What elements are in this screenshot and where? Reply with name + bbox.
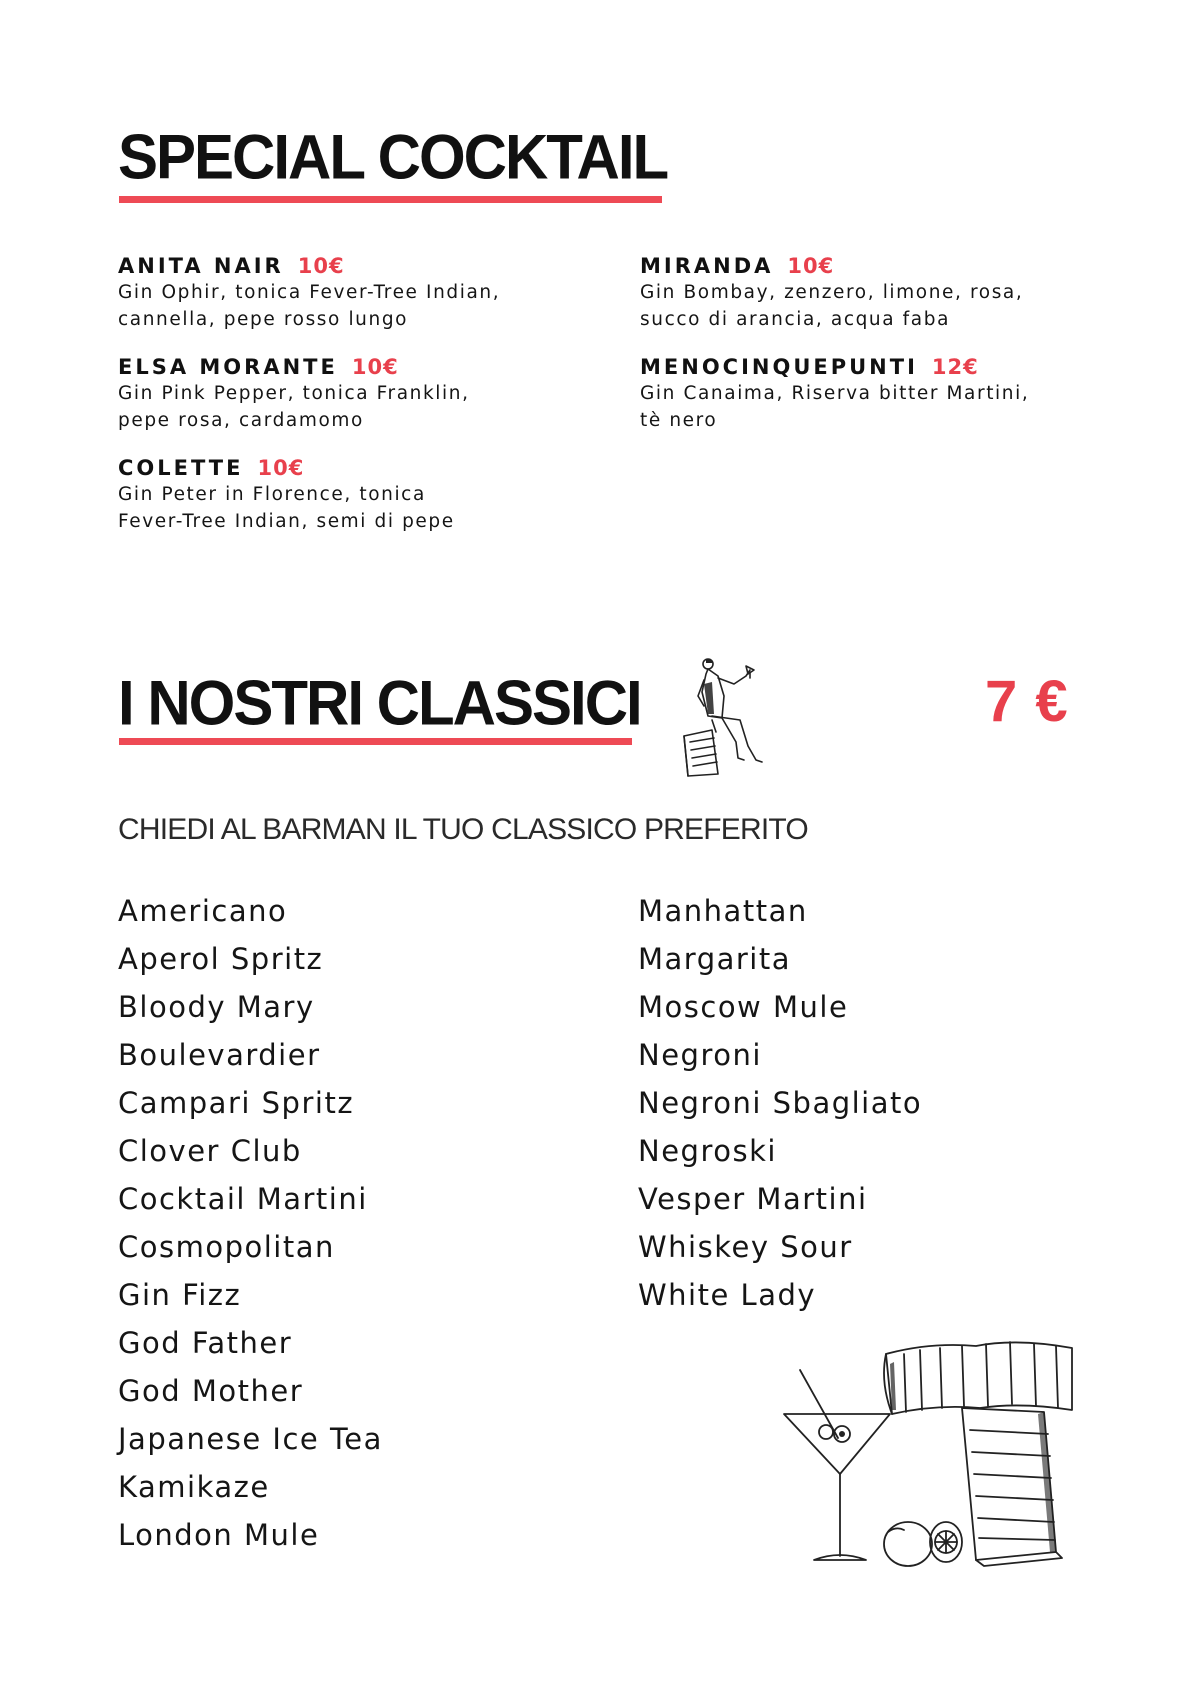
cocktail-desc-line: pepe rosa, cardamomo <box>118 410 364 431</box>
list-item: Negroni <box>638 1038 762 1072</box>
cocktail-name: MENOCINQUEPUNTI <box>640 355 918 379</box>
cocktail-item-menocinquepunti <box>640 357 1110 434</box>
cocktail-price: 10€ <box>257 456 305 480</box>
cocktail-desc-line: Gin Canaima, Riserva bitter Martini, <box>640 383 1030 404</box>
list-item: Negroski <box>638 1134 777 1168</box>
list-item: God Mother <box>118 1374 304 1408</box>
list-item: Margarita <box>638 942 792 976</box>
list-item: Americano <box>118 894 288 928</box>
classics-title: I NOSTRI CLASSICI <box>118 667 641 739</box>
martini-glass-books-illustration <box>780 1334 1080 1570</box>
list-item: Negroni Sbagliato <box>638 1086 923 1120</box>
cocktail-item-colette <box>118 458 588 535</box>
cocktail-desc-line: Gin Pink Pepper, tonica Franklin, <box>118 383 470 404</box>
classics-price: 7 € <box>985 669 1069 734</box>
special-column-left <box>118 256 588 535</box>
cocktail-name: ANITA NAIR <box>118 254 284 278</box>
list-item: London Mule <box>118 1518 320 1552</box>
cocktail-item-anita-nair <box>118 256 588 357</box>
list-item: Cosmopolitan <box>118 1230 335 1264</box>
list-item: Campari Spritz <box>118 1086 355 1120</box>
cocktail-price: 10€ <box>297 254 345 278</box>
cocktail-price: 10€ <box>351 355 399 379</box>
barman-on-book-illustration <box>682 656 790 776</box>
classics-title-underline <box>119 738 632 745</box>
cocktail-desc-line: succo di arancia, acqua faba <box>640 309 951 330</box>
list-item: Manhattan <box>638 894 808 928</box>
list-item: Kamikaze <box>118 1470 270 1504</box>
list-item: Vesper Martini <box>638 1182 868 1216</box>
cocktail-price: 10€ <box>787 254 835 278</box>
cocktail-name: COLETTE <box>118 456 244 480</box>
cocktail-name: MIRANDA <box>640 254 774 278</box>
list-item: Boulevardier <box>118 1038 321 1072</box>
list-item: White Lady <box>638 1278 817 1312</box>
cocktail-desc-line: Gin Bombay, zenzero, limone, rosa, <box>640 282 1024 303</box>
list-item: Whiskey Sour <box>638 1230 853 1264</box>
cocktail-desc-line: Gin Peter in Florence, tonica <box>118 484 426 505</box>
special-column-right <box>640 256 1110 434</box>
list-item: Clover Club <box>118 1134 302 1168</box>
classics-subtitle: CHIEDI AL BARMAN IL TUO CLASSICO PREFERITO <box>118 813 808 846</box>
list-item: Gin Fizz <box>118 1278 242 1312</box>
list-item: God Father <box>118 1326 293 1360</box>
cocktail-price: 12€ <box>931 355 979 379</box>
cocktail-desc-line: Gin Ophir, tonica Fever-Tree Indian, <box>118 282 501 303</box>
list-item: Japanese Ice Tea <box>118 1422 383 1456</box>
cocktail-item-elsa-morante <box>118 357 588 458</box>
classics-list-right <box>638 887 922 1319</box>
cocktail-desc-line: tè nero <box>640 410 718 431</box>
classics-list-left <box>118 887 383 1559</box>
cocktail-name: ELSA MORANTE <box>118 355 338 379</box>
special-title: SPECIAL COCKTAIL <box>118 121 668 193</box>
cocktail-item-miranda <box>640 256 1110 357</box>
special-title-underline <box>119 196 662 203</box>
cocktail-desc-line: cannella, pepe rosso lungo <box>118 309 409 330</box>
list-item: Bloody Mary <box>118 990 315 1024</box>
list-item: Cocktail Martini <box>118 1182 368 1216</box>
list-item: Aperol Spritz <box>118 942 324 976</box>
cocktail-desc-line: Fever-Tree Indian, semi di pepe <box>118 511 455 532</box>
list-item: Moscow Mule <box>638 990 849 1024</box>
